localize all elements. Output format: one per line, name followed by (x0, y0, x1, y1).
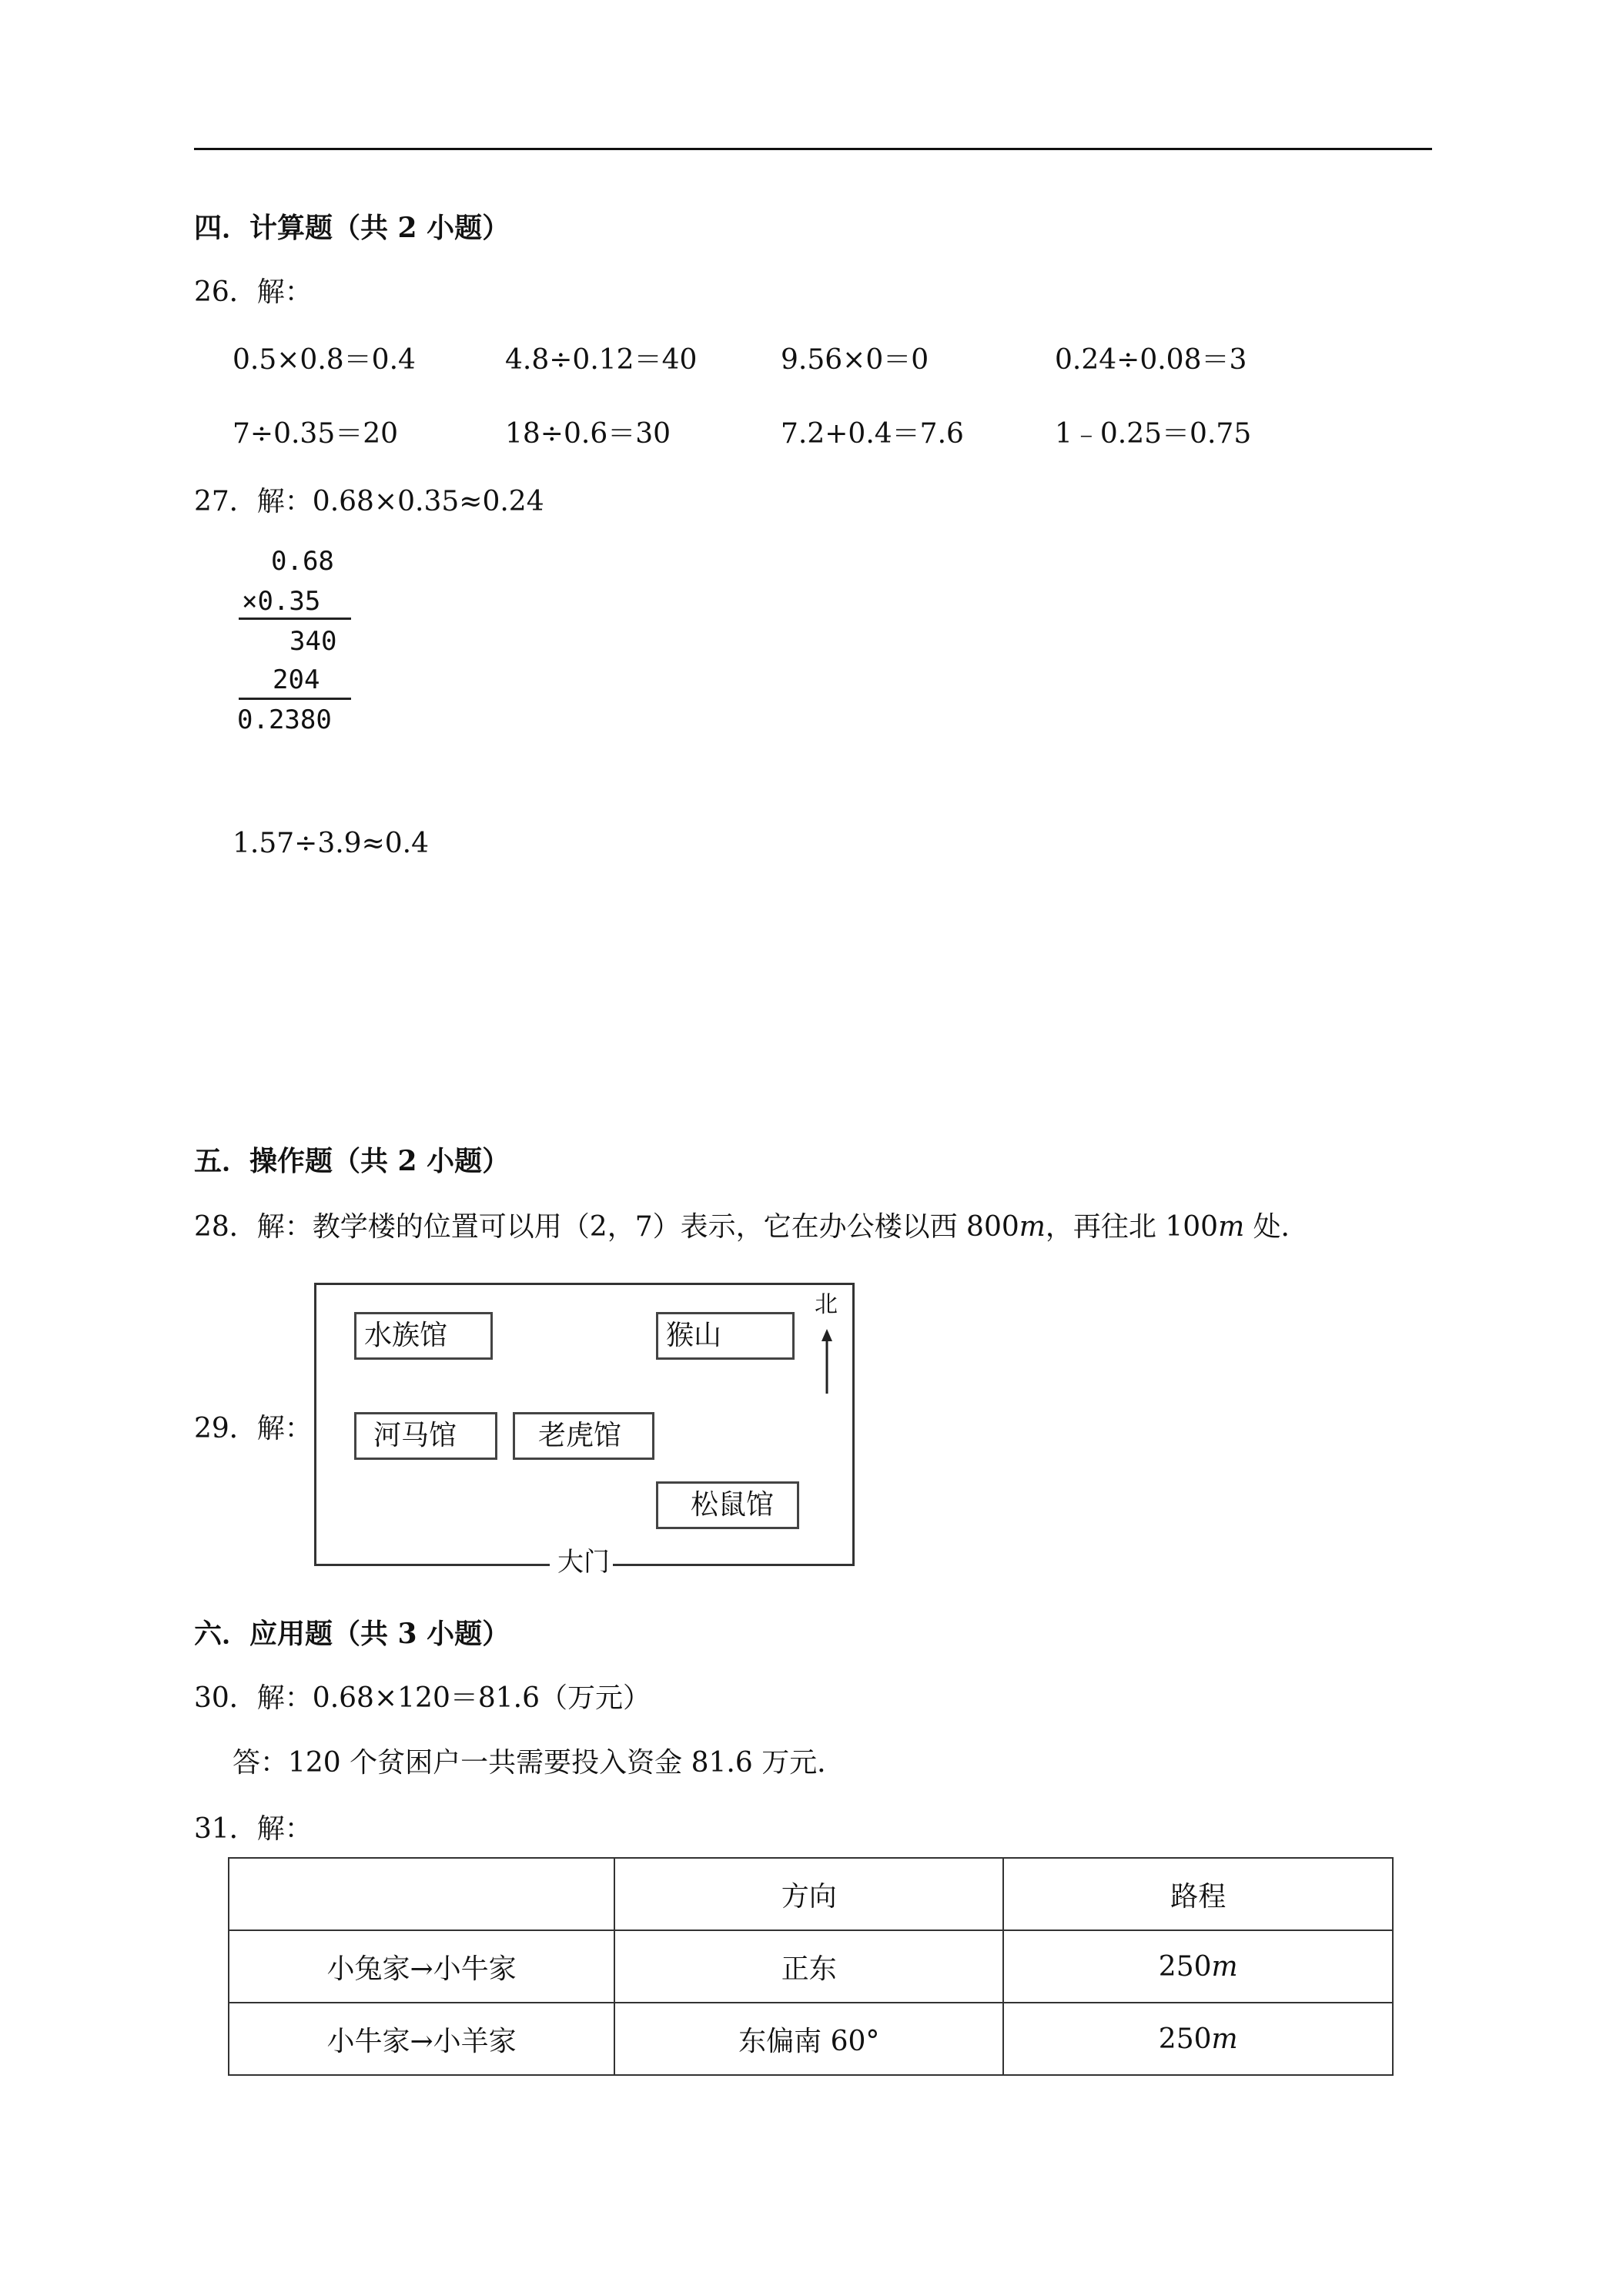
calc-rule-2 (239, 698, 351, 700)
q26-r1-c2: 4.8÷0.12＝40 (505, 344, 698, 376)
table-cell-distance: 250m (1003, 1930, 1393, 2003)
calc-rule-1 (239, 618, 351, 620)
north-arrow-icon (816, 1329, 838, 1395)
calc-partial-1: 340 (289, 626, 337, 657)
table-header-cell: 路程 (1003, 1858, 1393, 1930)
q28-text: 28．解：教学楼的位置可以用（2，7）表示，它在办公楼以西 800m，再往北 100m 处． (194, 1211, 1309, 1243)
q26-r2-c1: 7÷0.35＝20 (233, 418, 399, 450)
q26-r1-c4: 0.24÷0.08＝3 (1055, 344, 1247, 376)
table-header-cell: 方向 (614, 1858, 1003, 1930)
q26-r2-c2: 18÷0.6＝30 (505, 418, 671, 450)
table-cell-direction: 正东 (614, 1930, 1003, 2003)
calc-multiplicand: 0.68 (271, 546, 334, 577)
q31-table (228, 1857, 1394, 2076)
q26-r2-c4: 1﹣0.25＝0.75 (1055, 418, 1252, 450)
q30-label: 30．解：0.68×120＝81.6（万元） (194, 1682, 651, 1714)
q26-r1-c1: 0.5×0.8＝0.4 (233, 344, 416, 376)
q29-label: 29．解： (194, 1413, 313, 1444)
q30-answer: 答：120 个贫困户一共需要投入资金 81.6 万元． (233, 1747, 845, 1779)
q27-label: 27．解：0.68×0.35≈0.24 (194, 486, 544, 517)
map-gate-label: 大门 (554, 1549, 613, 1575)
table-cell-route: 小牛家→小羊家 (229, 2003, 614, 2075)
q27-line-2: 1.57÷3.9≈0.4 (233, 828, 429, 859)
section-5-title: 五．操作题（共 2 小题） (194, 1145, 510, 1177)
calc-multiplier: ×0.35 (242, 586, 321, 617)
table-cell-distance: 250m (1003, 2003, 1393, 2075)
table-row (229, 2003, 1393, 2075)
table-cell-route: 小兔家→小牛家 (229, 1930, 614, 2003)
q31-label: 31．解： (194, 1813, 313, 1845)
map-box-aquarium: 水族馆 (354, 1312, 493, 1360)
map-north-label: 北 (815, 1291, 838, 1318)
section-6-title: 六．应用题（共 3 小题） (194, 1618, 510, 1650)
map-box-tiger: 老虎馆 (513, 1412, 654, 1460)
map-box-squirrel: 松鼠馆 (656, 1481, 799, 1529)
q26-r2-c3: 7.2+0.4＝7.6 (781, 418, 964, 450)
calc-product: 0.2380 (237, 705, 332, 735)
q26-label: 26．解： (194, 276, 313, 308)
header-rule (194, 148, 1432, 150)
map-box-hippo: 河马馆 (354, 1412, 497, 1460)
table-header-row (229, 1858, 1393, 1930)
q26-r1-c3: 9.56×0＝0 (781, 344, 929, 376)
map-bottom-left (314, 1564, 550, 1566)
table-row (229, 1930, 1393, 2003)
map-bottom-right (610, 1564, 855, 1566)
table-header-cell (229, 1858, 614, 1930)
section-4-title: 四．计算题（共 2 小题） (194, 212, 510, 244)
table-cell-direction: 东偏南 60° (614, 2003, 1003, 2075)
calc-partial-2: 204 (273, 664, 320, 695)
map-box-monkey-hill: 猴山 (656, 1312, 795, 1360)
